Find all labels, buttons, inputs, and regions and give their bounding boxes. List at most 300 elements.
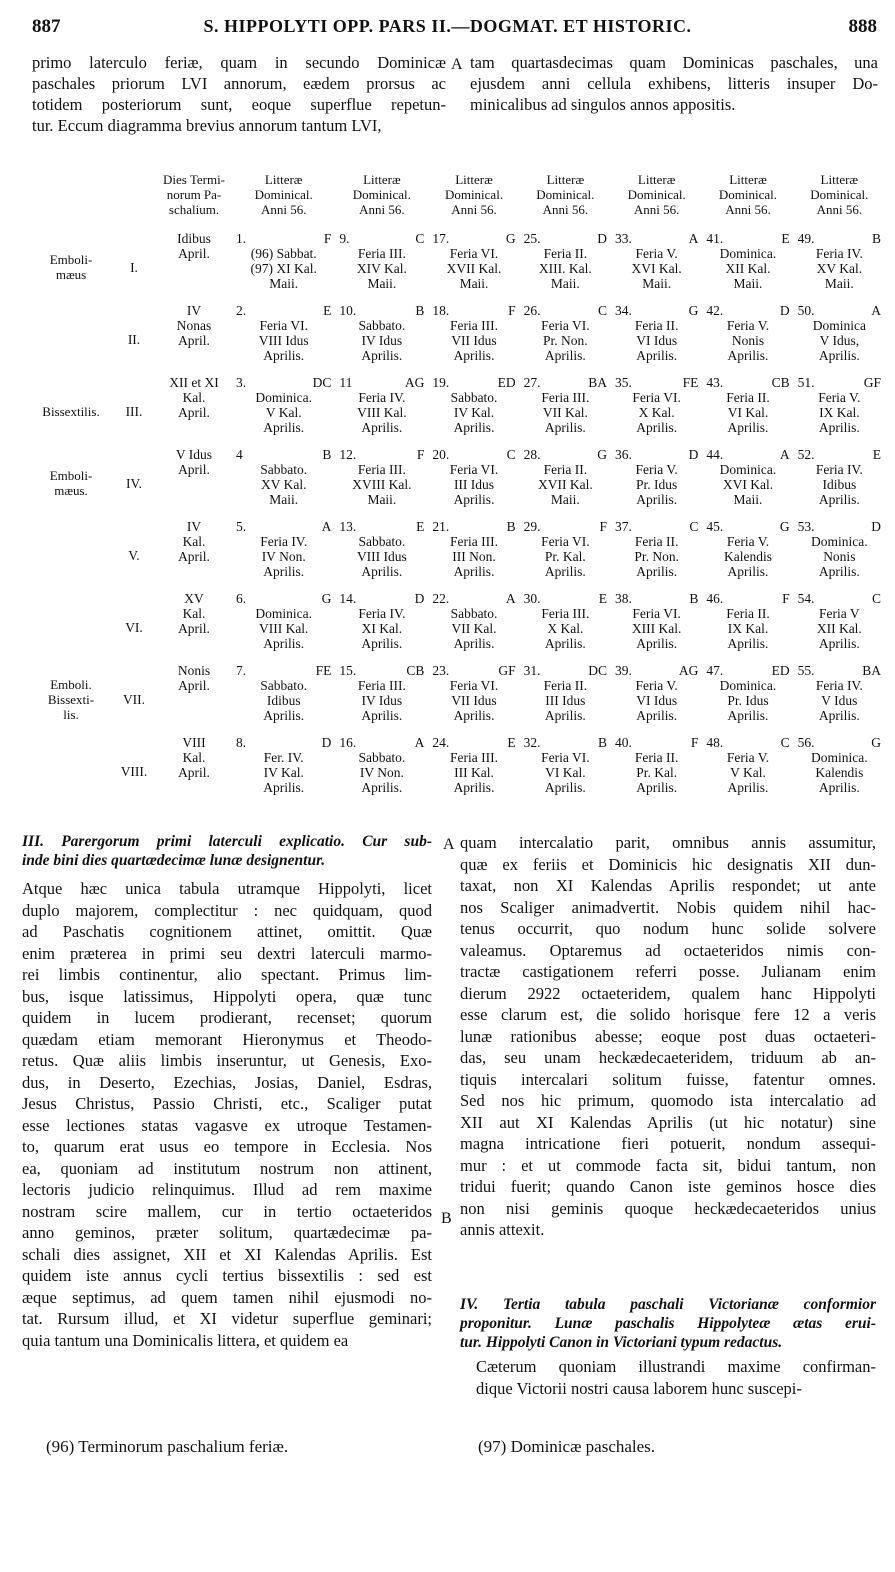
dominical-letter: E — [507, 735, 516, 750]
cell-text-line: Dominica. — [719, 678, 777, 693]
cell-text-line: Sabbato. — [358, 534, 406, 549]
table-row — [30, 231, 885, 303]
year-cell — [702, 735, 793, 807]
cell-header — [613, 375, 700, 390]
year-cell — [702, 519, 793, 591]
column-header-line: Dominical. — [627, 187, 686, 202]
cell-header — [337, 375, 426, 390]
cell-header — [522, 447, 609, 462]
cell-text-line: Aprilis. — [361, 564, 403, 579]
text-line: retus. Quæ aliis limbis inseruntur, ut Genesis, Exo- — [22, 1051, 432, 1070]
dominical-letter: D — [414, 591, 425, 606]
cell-text-line: Kalendis — [723, 549, 772, 564]
cell-text-line: Aprilis. — [361, 708, 403, 723]
cell-header — [613, 519, 700, 534]
cell-header — [704, 591, 791, 606]
column-header — [611, 172, 702, 231]
cell-text-line: Aprilis. — [818, 348, 860, 363]
cell-text-line: Feria V. — [726, 750, 770, 765]
column-header-line: Litteræ — [363, 172, 401, 187]
year-type-label — [30, 735, 112, 807]
term-date-line: Kal. — [182, 390, 206, 405]
year-number: 20. — [432, 447, 450, 462]
dominical-letter: CB — [406, 663, 425, 678]
top-left-paragraph — [32, 52, 446, 136]
year-type-label — [30, 591, 112, 663]
year-number: 27. — [523, 375, 541, 390]
cell-header — [613, 735, 700, 750]
cell-header — [337, 303, 426, 318]
year-number: 36. — [615, 447, 632, 462]
cell-text-line: Feria IV. — [358, 390, 406, 405]
cell-text-line: Aprilis. — [636, 420, 678, 435]
margin-marker-a-top: A — [451, 56, 463, 73]
cell-text-line: IV Non. — [261, 549, 306, 564]
text-line: Jesus Christus, Passio Christi, etc., Scaliger putat — [22, 1094, 432, 1113]
cell-text-line: Aprilis. — [544, 708, 586, 723]
cell-text-line: Aprilis. — [263, 780, 305, 795]
cell-header — [337, 447, 426, 462]
text-line: quam intercalatio parit, omnibus annis assumitur, — [460, 833, 876, 852]
year-cell — [232, 663, 335, 735]
cell-text-line: XII Kal. — [816, 621, 862, 636]
cell-text-line: XVI Kal. — [631, 261, 682, 276]
term-date-line: Idibus — [177, 231, 211, 246]
year-cell — [428, 591, 519, 663]
cell-header — [234, 375, 333, 390]
cell-header — [234, 447, 333, 462]
cell-header — [613, 663, 700, 678]
dominical-letter: D — [779, 303, 790, 318]
cell-text-line: Pr. Non. — [634, 549, 679, 564]
year-number: 40. — [615, 735, 632, 750]
dominical-letter: ED — [497, 375, 516, 390]
cell-text-line: (97) XI Kal. — [250, 261, 317, 276]
column-header-line: Dominical. — [352, 187, 411, 202]
row-numeral: II. — [127, 331, 141, 347]
cell-text-line: Aprilis. — [636, 708, 678, 723]
term-date — [156, 447, 232, 519]
text-line: valeamus. Optaremus ad octaeteridos nimis con- — [460, 940, 876, 960]
year-cell — [794, 591, 885, 663]
margin-marker-b-body: B — [441, 1210, 452, 1227]
year-number: 39. — [615, 663, 632, 678]
section-title-line: proponitur. Lunæ paschalis Hippolyteæ ætas erui- — [460, 1315, 876, 1332]
year-cell — [335, 303, 428, 375]
section-title-line: inde bini dies quartædecimæ lunæ designentur. — [22, 852, 326, 869]
cell-text-line: Feria VI. — [259, 318, 308, 333]
year-cell — [520, 231, 611, 303]
cell-text-line: Feria IV. — [815, 678, 863, 693]
cell-text-line: Feria VI. — [541, 318, 590, 333]
cell-header — [522, 303, 609, 318]
text-line: das, seu unam heckædecaeteridem, triduum ab an- — [460, 1048, 876, 1067]
cell-text-line: Aprilis. — [544, 780, 586, 795]
cell-text-line: VIII Kal. — [258, 621, 309, 636]
column-header-line: Dominical. — [718, 187, 778, 202]
column-header-line: Dominical. — [810, 187, 869, 202]
cell-header — [234, 591, 333, 606]
column-header-line: Anni 56. — [451, 202, 497, 217]
page-header — [0, 10, 895, 40]
year-cell — [335, 375, 428, 447]
cell-header — [796, 303, 883, 318]
cell-text-line: Sabbato. — [358, 318, 406, 333]
dominical-letter: A — [871, 303, 881, 318]
right-body-text — [460, 832, 876, 1241]
cell-header — [613, 591, 700, 606]
cell-header — [796, 519, 883, 534]
dominical-letter: CB — [771, 375, 790, 390]
cell-text-line: Aprilis. — [453, 708, 495, 723]
cell-text-line: III Non. — [452, 549, 496, 564]
year-cell — [520, 519, 611, 591]
dominical-letter: ED — [771, 663, 790, 678]
empty-header-cell — [112, 172, 156, 231]
year-type-label — [30, 519, 112, 591]
cell-text-line: VI Kal. — [727, 405, 769, 420]
year-number: 16. — [339, 735, 357, 750]
text-line: quidem iste annus cycli tertius bissextilis : sed est — [22, 1266, 432, 1285]
text-line: tur. Eccum diagramma brevius annorum tantum LVI, — [32, 116, 382, 135]
row-numeral: V. — [128, 547, 140, 563]
cell-text-line: Maii. — [269, 492, 299, 507]
year-cell — [428, 663, 519, 735]
cell-text-line: XII Kal. — [725, 261, 771, 276]
cell-header — [234, 735, 333, 750]
text-line: duplo majorem, complectitur : nec quidquam, quod — [22, 900, 432, 920]
year-number: 38. — [615, 591, 632, 606]
cell-text-line: VIII Kal. — [357, 405, 407, 420]
section-iii-title — [22, 832, 432, 870]
text-line: taxat, non XI Kalendas Aprilis respondet; ut ante — [460, 876, 876, 895]
cell-text-line: Aprilis. — [361, 348, 403, 363]
year-cell — [702, 231, 793, 303]
cell-text-line: XVII Kal. — [446, 261, 502, 276]
term-date-line: Kal. — [182, 606, 206, 621]
year-cell — [794, 735, 885, 807]
table-row — [30, 447, 885, 519]
left-body-text — [22, 878, 432, 1351]
table-row — [30, 375, 885, 447]
cell-text-line: Aprilis. — [818, 780, 860, 795]
year-cell — [428, 303, 519, 375]
column-header-line: Anni 56. — [633, 202, 680, 217]
year-cell — [702, 375, 793, 447]
dominical-letter: D — [688, 447, 699, 462]
year-cell — [232, 519, 335, 591]
text-line: schali dies assignet, XII et XI Kalendas Aprilis. Est — [22, 1244, 432, 1264]
text-line: Sed nos hic primum, quomodo ista intercalatio ad — [460, 1091, 876, 1110]
column-header — [702, 172, 793, 231]
row-numeral: I. — [130, 259, 138, 275]
cell-text-line: V Kal. — [730, 765, 766, 780]
dominical-letter: D — [597, 231, 607, 246]
term-date-line: V Idus — [175, 447, 213, 462]
year-cell — [520, 735, 611, 807]
year-cell — [794, 303, 885, 375]
dominical-letter: G — [779, 519, 790, 534]
cell-text-line: Dominica. — [255, 606, 313, 621]
column-header-line: Litteræ — [546, 172, 585, 187]
text-line: tat. Rursum illud, et XI videtur superflue geminari; — [22, 1309, 432, 1328]
cell-text-line: Feria III. — [357, 246, 406, 261]
cell-text-line: Feria III. — [541, 390, 590, 405]
cell-text-line: Aprilis. — [453, 564, 495, 579]
year-number: 43. — [706, 375, 724, 390]
term-date — [156, 231, 232, 303]
cell-text-line: Aprilis. — [263, 708, 305, 723]
year-number: 50. — [797, 303, 815, 318]
cell-text-line: Feria II. — [726, 606, 770, 621]
cell-text-line: Feria II. — [634, 750, 679, 765]
column-header-line: Litteræ — [264, 172, 303, 187]
cell-text-line: Sabbato. — [450, 606, 498, 621]
cell-text-line: Aprilis. — [818, 492, 860, 507]
year-number: 44. — [706, 447, 724, 462]
dominical-letter: D — [321, 735, 332, 750]
year-cell — [428, 519, 519, 591]
cell-text-line: Aprilis. — [727, 636, 769, 651]
cell-text-line: Maii. — [642, 276, 672, 291]
term-date — [156, 303, 232, 375]
cell-text-line: XVIII Kal. — [352, 477, 412, 492]
year-cell — [611, 591, 702, 663]
year-number: 42. — [706, 303, 724, 318]
section-iv-title — [460, 1295, 876, 1352]
year-number: 45. — [706, 519, 724, 534]
year-cell — [702, 447, 793, 519]
cell-text-line: Aprilis. — [453, 348, 495, 363]
year-number: 6. — [236, 591, 247, 606]
column-header-line: Dominical. — [444, 187, 504, 202]
cell-text-line: Feria V. — [635, 462, 678, 477]
cell-text-line: Idibus — [266, 693, 301, 708]
cell-header — [704, 447, 791, 462]
cell-text-line: Feria II. — [726, 390, 770, 405]
year-number: 46. — [706, 591, 724, 606]
cell-header — [337, 663, 426, 678]
section-title-line: III. Parergorum primi laterculi explicatio. Cur sub- — [22, 833, 432, 850]
table-row — [30, 735, 885, 807]
column-header-line: Dominical. — [254, 187, 313, 202]
year-cell — [702, 591, 793, 663]
text-line: quædam etiam memorant Hieronymus et Theodo- — [22, 1029, 432, 1049]
cell-text-line: Maii. — [367, 276, 397, 291]
term-date-line: XII et XI — [169, 375, 219, 390]
right-body-text-2 — [476, 1356, 876, 1399]
cell-text-line: Feria V. — [635, 246, 678, 261]
cell-text-line: Dominica. — [811, 750, 868, 765]
year-cell — [611, 663, 702, 735]
table-row — [30, 303, 885, 375]
text-line: non nisi geminis quoque heckædecaeteridos unius — [460, 1198, 876, 1218]
dominical-letter: GF — [498, 663, 516, 678]
cell-text-line: Aprilis. — [727, 348, 769, 363]
text-line: lunæ rationibus abesse; eoque post duas octaeteri- — [460, 1026, 876, 1046]
year-number: 29. — [523, 519, 541, 534]
cell-text-line: Aprilis. — [727, 564, 769, 579]
text-line: anno geminos, præter solitum, quartædecimæ pa- — [22, 1223, 432, 1242]
cell-text-line: Dominica. — [719, 246, 777, 261]
cell-text-line: Aprilis. — [361, 420, 403, 435]
cell-text-line: Maii. — [459, 276, 489, 291]
dominical-letter: E — [781, 231, 790, 246]
cell-header — [522, 231, 609, 246]
dominical-letter: AG — [404, 375, 425, 390]
year-cell — [232, 303, 335, 375]
cell-text-line: Nonis — [823, 549, 856, 564]
cell-text-line: V Idus — [821, 693, 858, 708]
cell-text-line: Feria II. — [543, 246, 588, 261]
cell-text-line: Aprilis. — [263, 420, 305, 435]
cell-text-line: Aprilis. — [263, 636, 305, 651]
year-cell — [428, 375, 519, 447]
cell-text-line: Feria IV. — [815, 462, 863, 477]
cell-text-line: Maii. — [550, 492, 580, 507]
dominical-letter: C — [689, 519, 699, 534]
cell-text-line: XIII. Kal. — [538, 261, 592, 276]
cell-text-line: Sabbato. — [260, 462, 308, 477]
cell-header — [430, 591, 517, 606]
table-row — [30, 591, 885, 663]
dominical-letter: A — [505, 591, 516, 606]
cell-header — [704, 375, 791, 390]
text-line: enim præterea in primi seu dextri laterculi marmo- — [22, 943, 432, 963]
cell-text-line: Aprilis. — [727, 780, 769, 795]
text-line: esse clarum est, die solido horisque fere 12 a veris — [460, 1005, 876, 1024]
year-type-line: Bissextilis. — [42, 403, 100, 419]
dominical-letter: B — [506, 519, 516, 534]
year-number: 48. — [706, 735, 724, 750]
year-type-line: Emboli- — [49, 252, 93, 267]
year-type-label — [30, 375, 112, 447]
cell-text-line: IV Kal. — [453, 405, 495, 420]
dominical-letter: C — [780, 735, 790, 750]
cell-text-line: Aprilis. — [636, 492, 678, 507]
cell-header — [613, 231, 700, 246]
dominical-letter: B — [597, 735, 607, 750]
text-line: dierum 2922 octaeteridem, qualem hanc Hippolyti — [460, 983, 876, 1003]
cell-text-line: Aprilis. — [818, 420, 860, 435]
text-line: ea, quoniam ad institutum nostrum non attinent, — [22, 1158, 432, 1178]
cell-text-line: VI Idus — [636, 693, 678, 708]
year-number: 35. — [615, 375, 632, 390]
cell-text-line: Aprilis. — [636, 564, 678, 579]
cell-header — [704, 663, 791, 678]
cell-text-line: Feria VI. — [632, 390, 681, 405]
year-cell — [232, 231, 335, 303]
year-number: 15. — [339, 663, 357, 678]
dominical-letter: F — [416, 447, 425, 462]
cell-text-line: VII Idus — [451, 693, 497, 708]
text-line: esse lectiones statas vagasve ex utroque Testamen- — [22, 1115, 432, 1135]
year-cell — [232, 375, 335, 447]
cell-text-line: Pr. Idus — [727, 693, 769, 708]
text-line: tiquis intercalari solitum fuisse, fatentur omnes. — [460, 1069, 876, 1089]
cell-text-line: Aprilis. — [453, 636, 495, 651]
year-number: 21. — [432, 519, 450, 534]
column-header-line: Litteræ — [455, 172, 493, 187]
cell-text-line: Feria VI. — [541, 750, 590, 765]
cell-text-line: Feria V — [819, 606, 860, 621]
year-number: 54. — [797, 591, 815, 606]
column-header-line: Litteræ — [820, 172, 859, 187]
cell-text-line: IV Kal. — [263, 765, 304, 780]
year-number: 3. — [236, 375, 247, 390]
cell-text-line: V Idus, — [819, 333, 860, 348]
footnote-97: (97) Dominicæ paschales. — [478, 1437, 656, 1456]
dominical-letter: C — [415, 231, 425, 246]
cell-text-line: VIII Idus — [356, 549, 407, 564]
column-header-line: Anni 56. — [359, 202, 405, 217]
cell-text-line: Maii. — [733, 276, 763, 291]
column-header — [794, 172, 885, 231]
text-line: tam quartasdecimas quam Dominicas paschales, una — [470, 53, 878, 72]
term-date-line: IV — [186, 519, 202, 534]
cell-text-line: Aprilis. — [727, 708, 769, 723]
year-cell — [794, 663, 885, 735]
column-header — [232, 172, 335, 231]
dominical-letter: B — [415, 303, 425, 318]
cell-text-line: (96) Sabbat. — [250, 246, 317, 261]
page-number-right: 888 — [848, 16, 877, 37]
dominical-letter: F — [508, 303, 516, 318]
year-cell — [520, 591, 611, 663]
dominical-letter: F — [782, 591, 790, 606]
cell-text-line: III Idus — [453, 477, 495, 492]
year-number: 11 — [339, 375, 353, 390]
cell-text-line: XI Kal. — [361, 621, 403, 636]
cell-header — [234, 303, 333, 318]
footnote-96: (96) Terminorum paschalium feriæ. — [46, 1437, 289, 1456]
dominical-letter: BA — [588, 375, 607, 390]
year-number: 12. — [339, 447, 357, 462]
term-date — [156, 735, 232, 807]
cell-text-line: Aprilis. — [636, 636, 678, 651]
year-cell — [520, 663, 611, 735]
cell-text-line: Feria VI. — [449, 246, 499, 261]
cell-header — [704, 303, 791, 318]
cell-text-line: Feria IV. — [260, 534, 308, 549]
text-line: ad Paschatis cognitionem attinet, omittit. Quæ — [22, 922, 432, 941]
term-date-line: April. — [178, 405, 210, 420]
year-number: 28. — [523, 447, 541, 462]
year-type-line: Emboli. — [50, 676, 92, 692]
year-cell — [794, 231, 885, 303]
dominical-letter: C — [597, 303, 607, 318]
cell-text-line: Feria IV. — [815, 246, 863, 261]
text-line: nos Scaliger animadvertit. Nobis quidem nihil hac- — [460, 897, 876, 917]
dominical-letter: G — [688, 303, 699, 318]
year-type-label — [30, 231, 112, 303]
text-line: to, quarum erat usus eo tempore in Ecclesia. Nos — [22, 1137, 432, 1156]
cell-header — [234, 519, 333, 534]
cell-text-line: XV Kal. — [260, 477, 307, 492]
cell-text-line: Feria III. — [450, 318, 498, 333]
cell-text-line: VII Kal. — [542, 405, 588, 420]
year-number: 14. — [339, 591, 357, 606]
row-numeral: VIII. — [120, 763, 148, 779]
dominical-letter: E — [323, 303, 332, 318]
year-type-line: lis. — [63, 706, 79, 722]
year-number: 8. — [236, 735, 247, 750]
year-cell — [428, 735, 519, 807]
cell-header — [796, 231, 883, 246]
cell-text-line: Feria V. — [818, 390, 861, 405]
cell-text-line: Sabbato. — [450, 390, 498, 405]
cell-text-line: XVI Kal. — [722, 477, 774, 492]
